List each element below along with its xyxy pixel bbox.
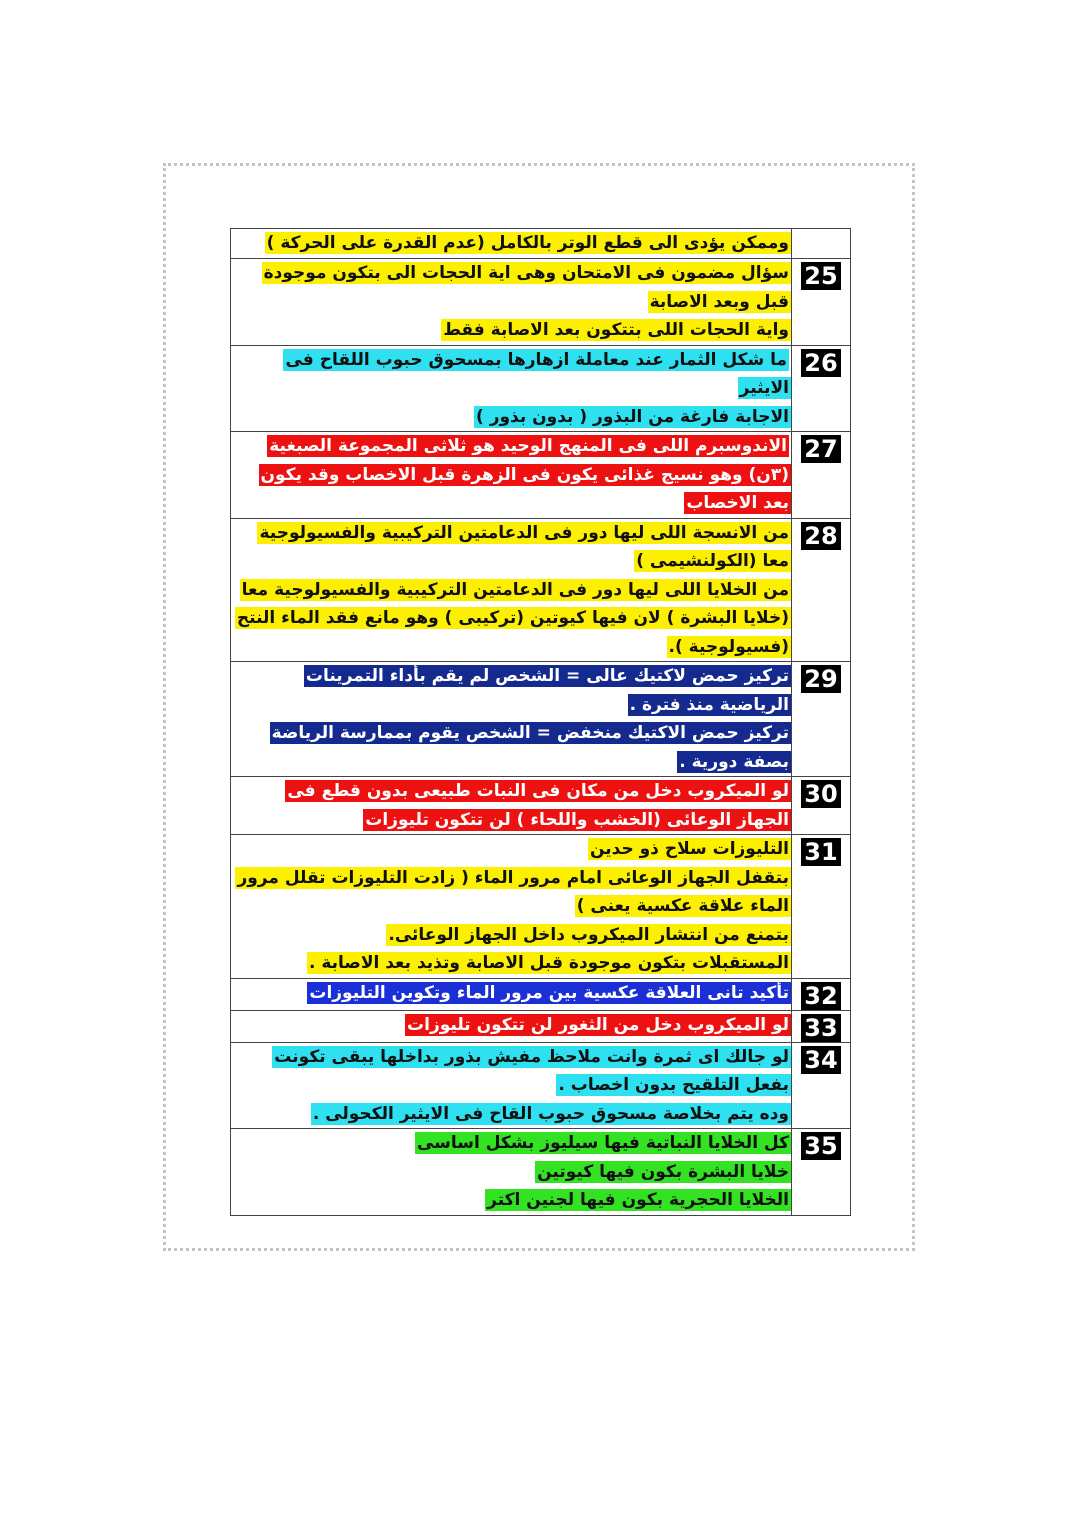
highlighted-text: من الخلايا اللى ليها دور فى الدعامتين التركيبية والفسيولوجية معا (خلايا البشرة ) لان فيها كيوتين (تركيبى ) وهو مانع فقد الماء النتح (فسيولوجية ).: [236, 579, 789, 657]
note-line: [231, 662, 791, 719]
note-line: [231, 432, 791, 518]
question-number: 26: [801, 349, 840, 377]
question-number: 29: [801, 665, 840, 693]
note-line: [231, 259, 791, 316]
question-number: 33: [801, 1014, 840, 1042]
question-number-cell: [792, 978, 851, 1010]
table-row: [231, 978, 851, 1010]
question-number: 28: [801, 522, 840, 550]
highlighted-text: تأكيد تانى العلاقة عكسية بين مرور الماء وتكوين التليوزات: [309, 982, 789, 1003]
highlighted-text: ما شكل الثمار عند معاملة ازهارها بمسحوق حبوب اللقاح فى الايثير: [285, 349, 789, 398]
table-row: [231, 259, 851, 346]
note-cell: [231, 345, 792, 432]
note-line: [231, 949, 791, 978]
note-line: [231, 1186, 791, 1215]
table-row: [231, 345, 851, 432]
question-number: 27: [801, 435, 840, 463]
question-number-cell: [792, 259, 851, 346]
highlighted-text: تركيز حمض الاكتيك منخفض = الشخص يقوم بممارسة الرياضة بصفة دورية .: [271, 723, 789, 772]
highlighted-text: وده يتم بخلاصة مسحوق حبوب القاح فى الايثير الكحولى .: [312, 1103, 789, 1124]
question-number: 34: [801, 1046, 840, 1074]
table-row: [231, 662, 851, 777]
question-number-cell: [792, 432, 851, 519]
note-line: [231, 1100, 791, 1129]
highlighted-text: لو جالك اى ثمرة وانت ملاحظ مفيش بذور بداخلها يبقى تكونت بفعل التلقيح بدون اخصاب .: [274, 1046, 789, 1095]
question-number-cell: [792, 835, 851, 979]
note-cell: [231, 518, 792, 662]
note-cell: [231, 978, 792, 1010]
question-number-cell: [792, 777, 851, 835]
note-cell: [231, 662, 792, 777]
note-line: [231, 576, 791, 662]
highlighted-text: التليوزات سلاح ذو حدين: [589, 839, 789, 859]
highlighted-text: لو الميكروب دخل من مكان فى النبات طبيعى بدون قطع فى الجهاز الوعائى (الخشب واللحاء ) لن تتكون تليوزات: [287, 781, 789, 830]
note-cell: [231, 259, 792, 346]
question-number-cell: [792, 1129, 851, 1216]
highlighted-text: من الانسجة اللى ليها دور فى الدعامتين التركيبية والفسيولوجية معا (الكولنشيمى ): [259, 522, 789, 571]
highlighted-text: واية الحجات اللى بتتكون بعد الاصابة فقط: [443, 320, 789, 340]
question-number-cell: [792, 1010, 851, 1042]
note-line: [231, 719, 791, 776]
table-row: [231, 1129, 851, 1216]
note-line: [231, 1011, 791, 1040]
note-cell: [231, 1042, 792, 1129]
question-number: 25: [801, 262, 840, 290]
note-line: [231, 835, 791, 864]
question-number: 30: [801, 780, 840, 808]
note-cell: [231, 1129, 792, 1216]
note-cell: [231, 777, 792, 835]
highlighted-text: كل الخلايا النباتية فيها سيليوز بشكل اساسى: [416, 1133, 789, 1153]
highlighted-text: بتمنع من انتشار الميكروب داخل الجهاز الوعائى.: [388, 924, 789, 945]
table-row: [231, 1042, 851, 1129]
highlighted-text: الاندوسبرم اللى فى المنهج الوحيد هو ثلاثى المجموعة الصبغية (٣ن) وهو نسيج غذائى يكون فى الزهرة قبل الاخصاب وقد يكون بعد الاخصاب: [260, 436, 789, 513]
question-number-cell: [792, 345, 851, 432]
highlighted-text: سؤال مضمون فى الامتحان وهى اية الحجات الى بتكون موجودة قبل وبعد الاصابة: [263, 263, 789, 312]
highlighted-text: الاجابة فارغة من البذور ( بدون بذور ): [476, 406, 789, 427]
table-row: [231, 432, 851, 519]
highlighted-text: الخلايا الحجرية بكون فيها لجنين اكتر: [487, 1190, 789, 1210]
question-number-cell: [792, 229, 851, 259]
note-line: [231, 1129, 791, 1158]
note-cell: [231, 1010, 792, 1042]
notes-table: [230, 228, 851, 1216]
question-number: 31: [801, 838, 840, 866]
table-row: [231, 229, 851, 259]
note-line: [231, 229, 791, 258]
highlighted-text: بتقفل الجهاز الوعائى امام مرور الماء ( زادت التليوزات تقلل مرور الماء علاقة عكسية يعنى ): [237, 867, 789, 916]
question-number: 32: [801, 982, 840, 1010]
table-row: [231, 518, 851, 662]
highlighted-text: وممكن يؤدى الى قطع الوتر بالكامل (عدم القدرة على الحركة ): [266, 233, 789, 253]
table-row: [231, 835, 851, 979]
question-number-cell: [792, 662, 851, 777]
question-number-cell: [792, 1042, 851, 1129]
highlighted-text: خلايا البشرة بكون فيها كيوتين: [537, 1161, 789, 1182]
note-line: [231, 921, 791, 950]
highlighted-text: لو الميكروب دخل من الثغور لن تتكون تليوزات: [407, 1014, 789, 1035]
question-number: 35: [801, 1132, 840, 1160]
highlighted-text: تركيز حمض لاكتيك عالى = الشخص لم يقم بأداء التمرينات الرياضية منذ فترة .: [305, 666, 789, 715]
question-number-cell: [792, 518, 851, 662]
note-cell: [231, 432, 792, 519]
note-line: [231, 316, 791, 345]
note-cell: [231, 229, 792, 259]
note-line: [231, 346, 791, 403]
note-line: [231, 403, 791, 432]
note-line: [231, 1043, 791, 1100]
note-line: [231, 1158, 791, 1187]
note-line: [231, 777, 791, 834]
table-row: [231, 1010, 851, 1042]
note-line: [231, 864, 791, 921]
note-line: [231, 979, 791, 1008]
note-cell: [231, 835, 792, 979]
highlighted-text: المستقبلات بتكون موجودة قبل الاصابة وتذيد بعد الاصابة .: [308, 953, 789, 973]
note-line: [231, 519, 791, 576]
table-row: [231, 777, 851, 835]
